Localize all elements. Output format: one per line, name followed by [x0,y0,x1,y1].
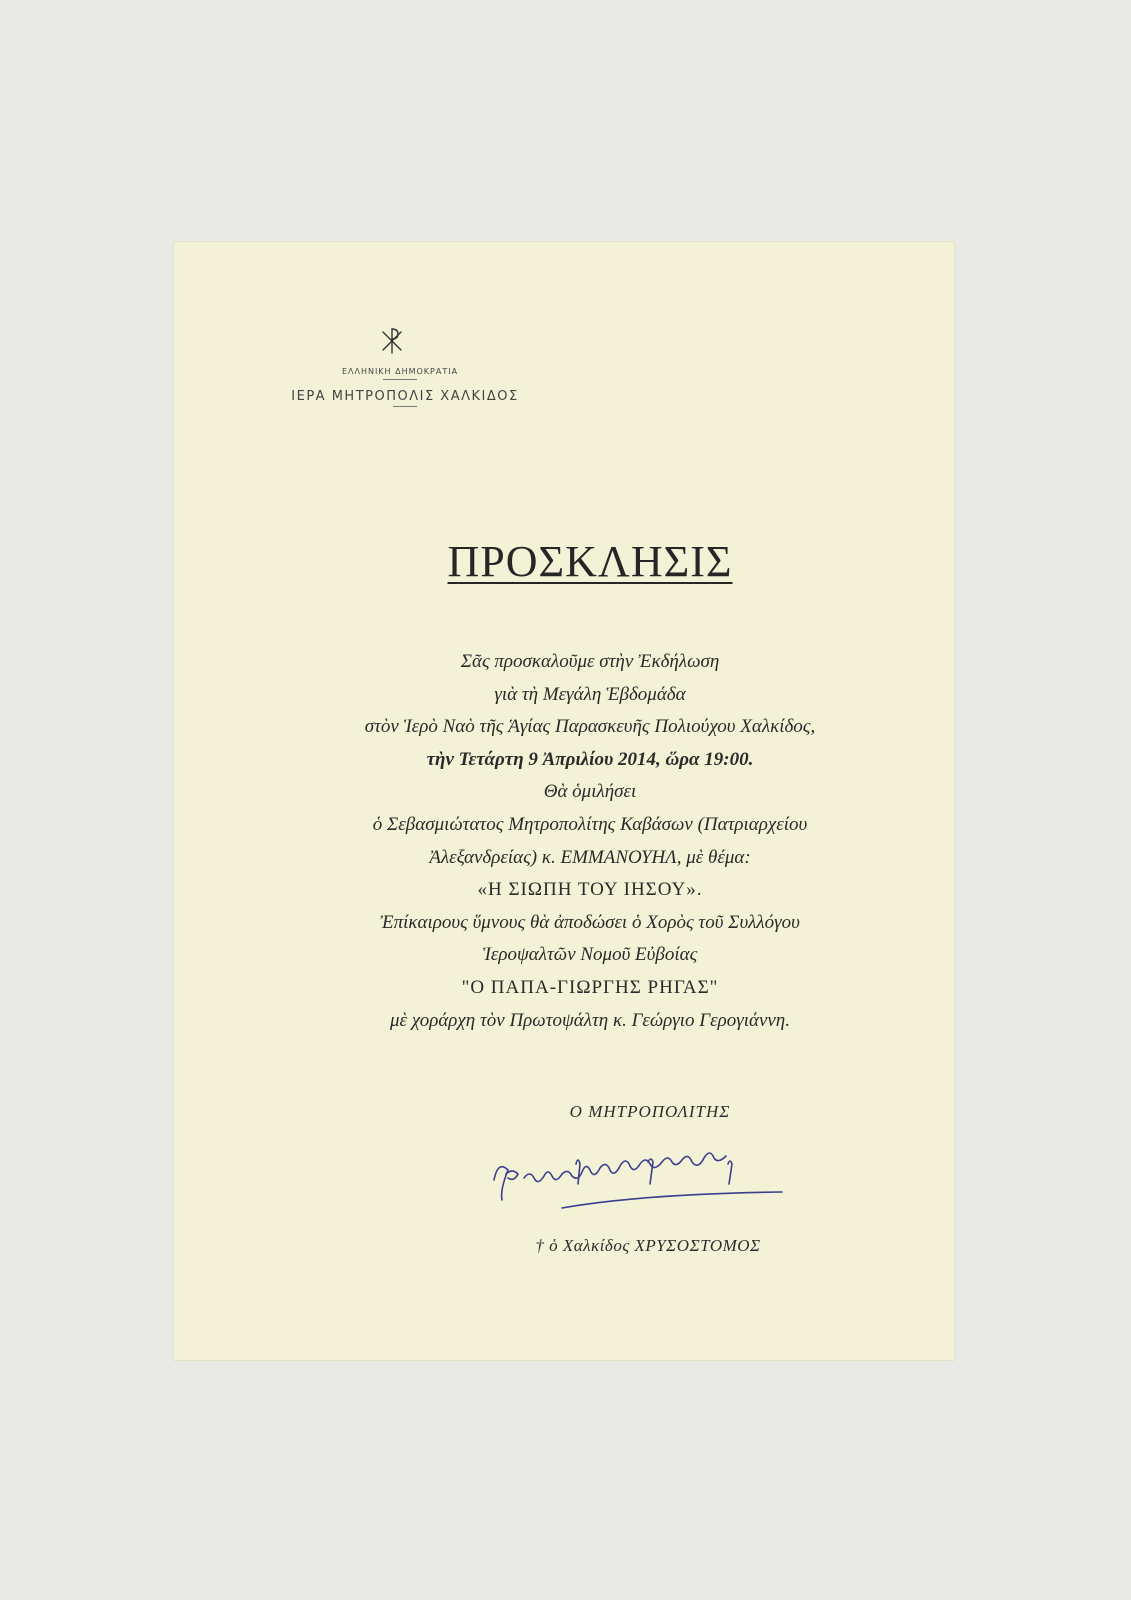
body-line: μὲ χοράρχη τὸν Πρωτοψάλτη κ. Γεώργιο Γερογιάννη. [389,1009,790,1031]
body-line-choir: "Ο ΠΑΠΑ-ΓΙΩΡΓΗΣ ΡΗΓΑΣ" [461,976,719,998]
signature-title: Ο ΜΗΤΡΟΠΟΛΙΤΗΣ [569,1102,731,1121]
header-divider [383,379,417,380]
header-metropolis [250,389,560,407]
signatory-name: † ὁ Χαλκίδος ΧΡΥΣΟΣΤΟΜΟΣ [535,1236,761,1255]
body-line-date: τὴν Τετάρτη 9 Ἀπριλίου 2014, ὥρα 19:00. [426,748,754,770]
body-line: Σᾶς προσκαλοῦμε στὴν Ἐκδήλωση [460,651,720,672]
body-line-topic: «Η ΣΙΩΠΗ ΤΟΥ ΙΗΣΟΥ». [477,879,703,901]
body-line: Ἀλεξανδρείας) κ. ΕΜΜΑΝΟΥΗΛ, μὲ θέμα: [429,846,751,868]
body-line: Ἐπίκαιρους ὕμνους θὰ ἀποδώσει ὁ Χορὸς τοῦ Συλλόγου [380,911,800,933]
body-line: στὸν Ἱερὸ Ναὸ τῆς Ἁγίας Παρασκευῆς Πολιούχου Χαλκίδος, [364,716,816,738]
chi-rho-cross-icon [378,327,406,355]
body-line: Ἱεροψαλτῶν Νομοῦ Εὐβοίας [482,944,698,966]
header-divider [393,406,417,407]
header-state-text: ΕΛΛΗΝΙΚΗ ΔΗΜΟΚΡΑΤΙΑ [341,367,459,376]
header-state [300,367,500,380]
invitation-title: ΠΡΟΣΚΛΗΣΙΣ [447,537,733,586]
handwritten-signature [488,1140,798,1220]
body-line: Θὰ ὁμιλήσει [543,781,637,803]
body-line: γιὰ τὴ Μεγάλη Ἑβδομάδα [494,683,686,705]
header-metropolis-text: ΙΕΡΑ ΜΗΤΡΟΠΟΛΙΣ ΧΑΛΚΙΔΟΣ [291,389,519,404]
body-line: ὁ Σεβασμιώτατος Μητροπολίτης Καβάσων (Πατριαρχείου [372,813,808,835]
invitation-body [240,646,940,1037]
